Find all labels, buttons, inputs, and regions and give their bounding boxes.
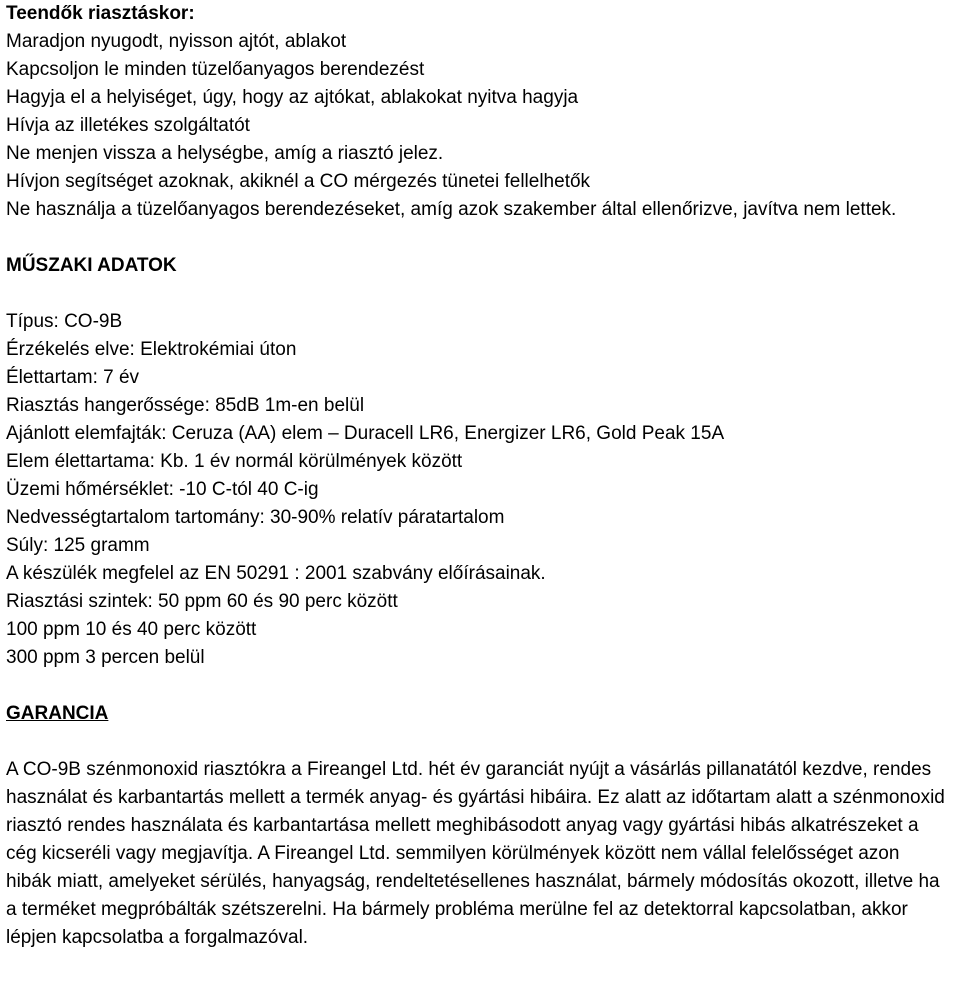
- tech-heading: MŰSZAKI ADATOK: [6, 255, 177, 276]
- alarm-item: Maradjon nyugodt, nyisson ajtót, ablakot: [6, 31, 347, 52]
- warranty-heading: GARANCIA: [6, 703, 109, 724]
- spacer: [6, 672, 956, 700]
- warranty-section: [6, 700, 956, 952]
- tech-item: Típus: CO-9B: [6, 311, 123, 332]
- tech-item: Érzékelés elve: Elektrokémiai úton: [6, 339, 297, 360]
- tech-item: Ajánlott elemfajták: Ceruza (AA) elem – Duracell LR6, Energizer LR6, Gold Peak 15A: [6, 423, 725, 444]
- tech-item: Élettartam: 7 év: [6, 367, 140, 388]
- tech-item: Nedvességtartalom tartomány: 30-90% relatív páratartalom: [6, 507, 505, 528]
- spacer: [6, 224, 956, 252]
- tech-item: 300 ppm 3 percen belül: [6, 647, 205, 668]
- alarm-item: Ne használja a tüzelőanyagos berendezéseket, amíg azok szakember által ellenőrizve, javítva nem lettek.: [6, 199, 897, 220]
- spacer: [6, 728, 956, 756]
- alarm-heading: Teendők riasztáskor:: [6, 3, 195, 24]
- tech-item: Üzemi hőmérséklet: -10 C-tól 40 C-ig: [6, 479, 319, 500]
- document-page: [6, 0, 956, 952]
- spacer: [6, 280, 956, 308]
- alarm-item: Ne menjen vissza a helységbe, amíg a riasztó jelez.: [6, 143, 444, 164]
- alarm-item: Hívja az illetékes szolgáltatót: [6, 115, 250, 136]
- tech-item: Riasztás hangerőssége: 85dB 1m-en belül: [6, 395, 365, 416]
- tech-item: Elem élettartama: Kb. 1 év normál körülmények között: [6, 451, 463, 472]
- tech-item: Súly: 125 gramm: [6, 535, 150, 556]
- alarm-section: [6, 0, 956, 224]
- tech-item: A készülék megfelel az EN 50291 : 2001 szabvány előírásainak.: [6, 563, 546, 584]
- alarm-item: Hagyja el a helyiséget, úgy, hogy az ajtókat, ablakokat nyitva hagyja: [6, 87, 579, 108]
- warranty-text: A CO-9B szénmonoxid riasztókra a Fireangel Ltd. hét év garanciát nyújt a vásárlás pillanatától kezdve, rendes használat és karbantartás mellett a termék anyag- és gyártási hibáira. Ez alatt az időtartam alatt a szénmonoxid riasztó rendes használata és karbantartása mellett meghibásodott anyag vagy gyártási hibás alkatrészeket a cég kicseréli vagy megjavítja. A Fireangel Ltd. semmilyen körülmények között nem vállal felelősséget azon hibák miatt, amelyeket sérülés, hanyagság, rendeltetésellenes használat, bármely módosítás okozott, illetve ha a terméket megpróbálták szétszerelni. Ha bármely probléma merülne fel az detektorral kapcsolatban, akkor lépjen kapcsolatba a forgalmazóval.: [6, 759, 945, 948]
- alarm-item: Hívjon segítséget azoknak, akiknél a CO mérgezés tünetei fellelhetők: [6, 171, 591, 192]
- tech-section: [6, 252, 956, 672]
- alarm-item: Kapcsoljon le minden tüzelőanyagos berendezést: [6, 59, 425, 80]
- tech-item: 100 ppm 10 és 40 perc között: [6, 619, 257, 640]
- tech-item: Riasztási szintek: 50 ppm 60 és 90 perc között: [6, 591, 398, 612]
